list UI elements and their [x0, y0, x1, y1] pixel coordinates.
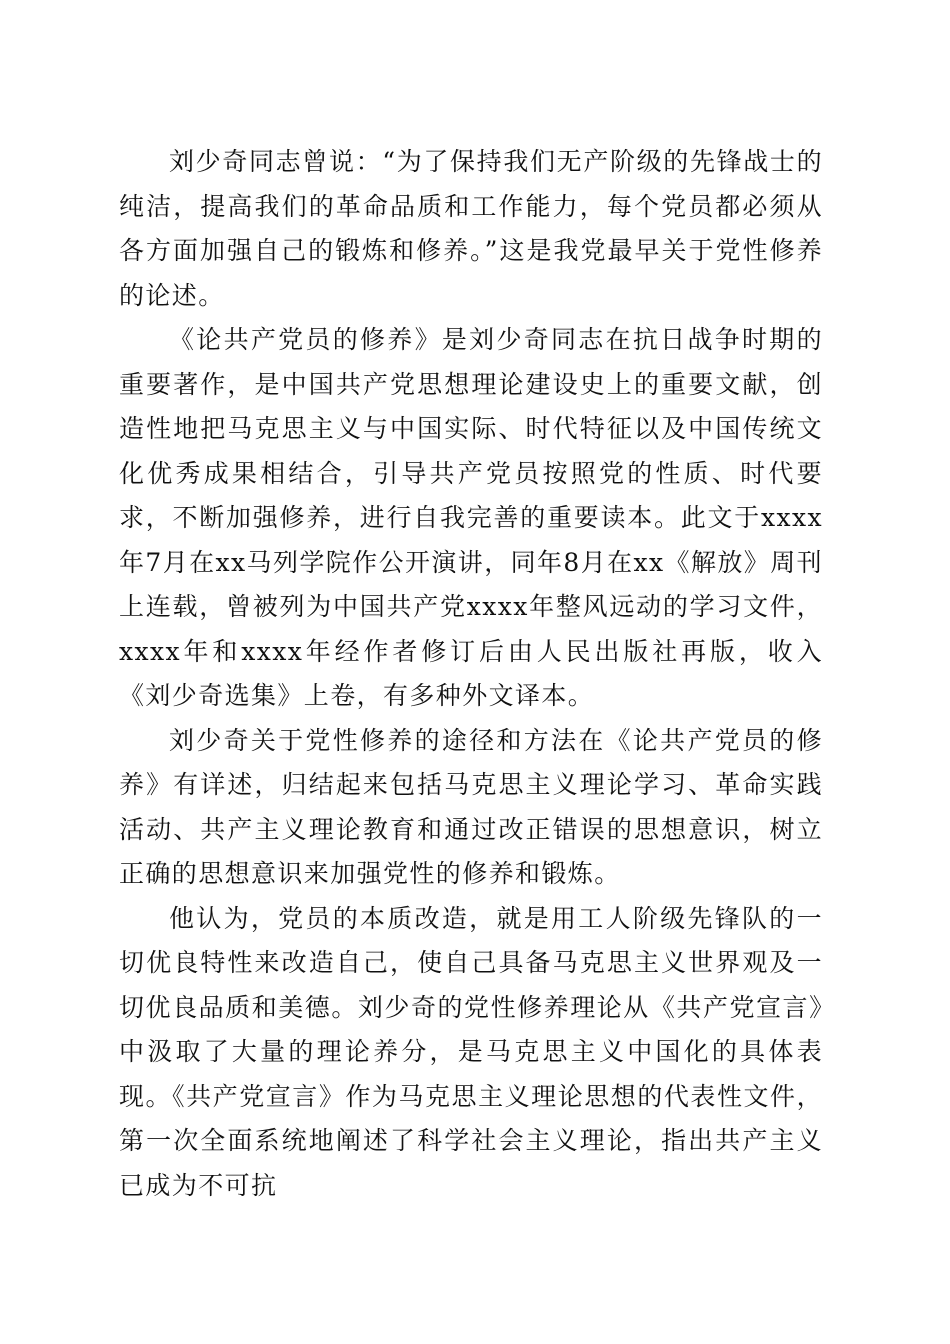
paragraph-1: 刘少奇同志曾说：“为了保持我们无产阶级的先锋战士的纯洁，提高我们的革命品质和工作能力，每个党员都必须从各方面加强自己的锻炼和修养。”这是我党最早关于党性修养的论述。 [119, 147, 823, 310]
document-body [119, 140, 823, 1208]
paragraph-3: 刘少奇关于党性修养的途径和方法在《论共产党员的修养》有详述，归结起来包括马克思主义理论学习、革命实践活动、共产主义理论教育和通过改正错误的思想意识，树立正确的思想意识来加强党性的修养和锻炼。 [119, 725, 823, 888]
paragraph-2: 《论共产党员的修养》是刘少奇同志在抗日战争时期的重要著作，是中国共产党思想理论建设史上的重要文献，创造性地把马克思主义与中国实际、时代特征以及中国传统文化优秀成果相结合，引导共产党员按照党的性质、时代要求，不断加强修养，进行自我完善的重要读本。此文于xxxx年7月在xx马列学院作公开演讲，同年8月在xx《解放》周刊上连载，曾被列为中国共产党xxxx年整风远动的学习文件，xxxx年和xxxx年经作者修订后由人民出版社再版，收入《刘少奇选集》上卷，有多种外文译本。 [119, 325, 823, 710]
paragraph-4: 他认为，党员的本质改造，就是用工人阶级先锋队的一切优良特性来改造自己，使自己具备马克思主义世界观及一切优良品质和美德。刘少奇的党性修养理论从《共产党宣言》中汲取了大量的理论养分，是马克思主义中国化的具体表现。《共产党宣言》作为马克思主义理论思想的代表性文件，第一次全面系统地阐述了科学社会主义理论，指出共产主义已成为不可抗 [119, 903, 823, 1200]
